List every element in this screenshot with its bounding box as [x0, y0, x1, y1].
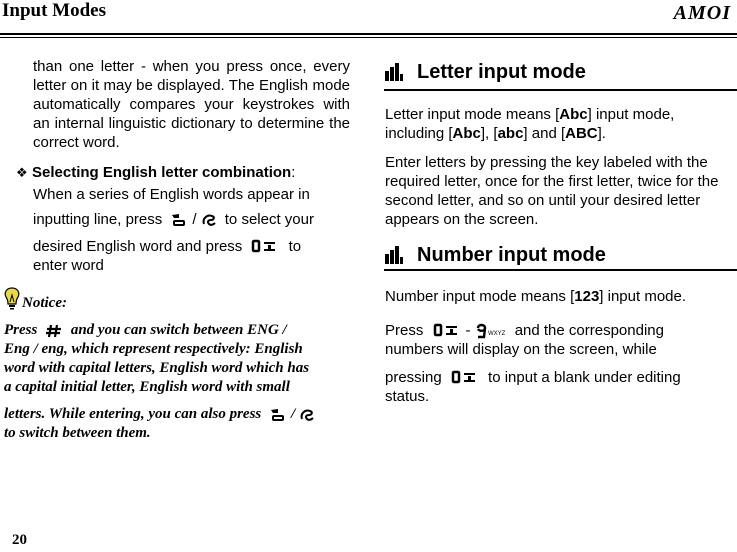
text-run: including [	[385, 125, 453, 142]
text-run: Number input mode means [	[385, 288, 575, 305]
letter-input-heading	[384, 60, 734, 86]
page-number: 20	[12, 532, 27, 548]
letter-mode-paragraph-1	[385, 105, 735, 143]
mode-abc-initial: Abc	[452, 125, 481, 142]
text-run: ] input mode.	[599, 288, 687, 305]
text-run: ], [	[480, 125, 498, 142]
number-mode-line-4: status.	[385, 388, 430, 405]
mode-abc-lower: abc	[497, 125, 524, 142]
bullet-line-4: enter word	[33, 257, 104, 274]
bullet-heading	[16, 163, 350, 182]
zero-space-key-icon	[432, 323, 462, 339]
text-run: Press	[385, 322, 424, 339]
number-mode-line-1	[385, 321, 735, 340]
notice-line-5	[4, 405, 349, 424]
english-mode-paragraph: than one letter - when you press once, every letter on it may be displayed. The English mode automatically compares your keystrokes with an internal linguistic dictionary to determine the correct word.	[33, 58, 350, 151]
text-run: ] input mode,	[587, 106, 675, 123]
letter-input-title: Letter input mode	[417, 61, 586, 83]
number-section-rule	[384, 269, 737, 271]
nine-wxyz-key-icon	[475, 323, 507, 339]
text-run: to input a blank under editing	[488, 369, 681, 386]
notice-line-3: word with capital letters, English word which has	[4, 360, 310, 376]
number-input-title: Number input mode	[417, 244, 606, 266]
mode-abc-upper: ABC	[565, 125, 598, 142]
zero-space-key-icon	[450, 370, 480, 386]
number-input-heading	[384, 243, 734, 269]
range-dash: -	[465, 322, 471, 339]
notice-line-1	[4, 321, 349, 340]
notice-line-1-end: and you can switch between ENG /	[70, 322, 287, 338]
notice-line-1-start: Press	[4, 322, 38, 338]
page-header-title: Input Modes	[2, 0, 106, 21]
header-rule-thin	[0, 37, 737, 38]
mode-abc: Abc	[559, 106, 588, 123]
notice-slash: /	[291, 406, 296, 422]
text-run: Letter input mode means [	[385, 106, 560, 123]
number-mode-line-2: numbers will display on the screen, while	[385, 341, 657, 358]
letter-mode-paragraph-2: Enter letters by pressing the key labeled with the required letter, once for the first letter, twice for the second letter, and so on until your desired letter appears on the screen.	[385, 154, 719, 228]
bullet-colon: :	[291, 164, 296, 181]
send-key-icon	[269, 407, 287, 423]
bullet-line-3	[33, 237, 353, 256]
brand-logo: AMOI	[673, 2, 731, 24]
notice-line-4: a capital initial letter, English word with small	[4, 379, 290, 395]
number-mode-paragraph-1	[385, 287, 735, 306]
bullet-line-2	[33, 210, 353, 229]
bullet-line-2-start: inputting line, press	[33, 211, 163, 228]
clear-key-icon	[201, 212, 217, 228]
svg-text:WXYZ: WXYZ	[487, 331, 505, 338]
notice-line-5-start: letters. While entering, you can also press	[4, 406, 262, 422]
text-run: pressing	[385, 369, 442, 386]
zero-space-key-icon	[250, 239, 280, 255]
text-run: and the corresponding	[514, 322, 664, 339]
bullet-line-2-end: to select your	[224, 211, 314, 228]
bullet-title: Selecting English letter combination	[32, 164, 292, 181]
hash-key-icon	[45, 323, 63, 339]
mode-123: 123	[574, 288, 600, 305]
section-marker-icon	[384, 62, 404, 82]
diamond-bullet-icon: ❖	[16, 165, 28, 180]
number-mode-line-3	[385, 368, 735, 387]
section-marker-icon	[384, 245, 404, 265]
bullet-line-3-end: to	[288, 238, 302, 255]
notice-line-6: to switch between them.	[4, 425, 151, 441]
bullet-line-1: When a series of English words appear in	[33, 186, 310, 203]
notice-line-2: Eng / eng, which represent respectively: English	[4, 341, 303, 357]
bullet-slash: /	[192, 211, 197, 228]
header-rule-thick	[0, 33, 737, 35]
notice-label: Notice:	[22, 295, 67, 311]
letter-section-rule	[384, 89, 737, 91]
send-key-icon	[170, 212, 188, 228]
text-run: ] and [	[523, 125, 566, 142]
text-run: ].	[597, 125, 606, 142]
lightbulb-notice-icon	[2, 286, 22, 310]
clear-key-icon	[299, 407, 315, 423]
bullet-line-3-start: desired English word and press	[33, 238, 243, 255]
